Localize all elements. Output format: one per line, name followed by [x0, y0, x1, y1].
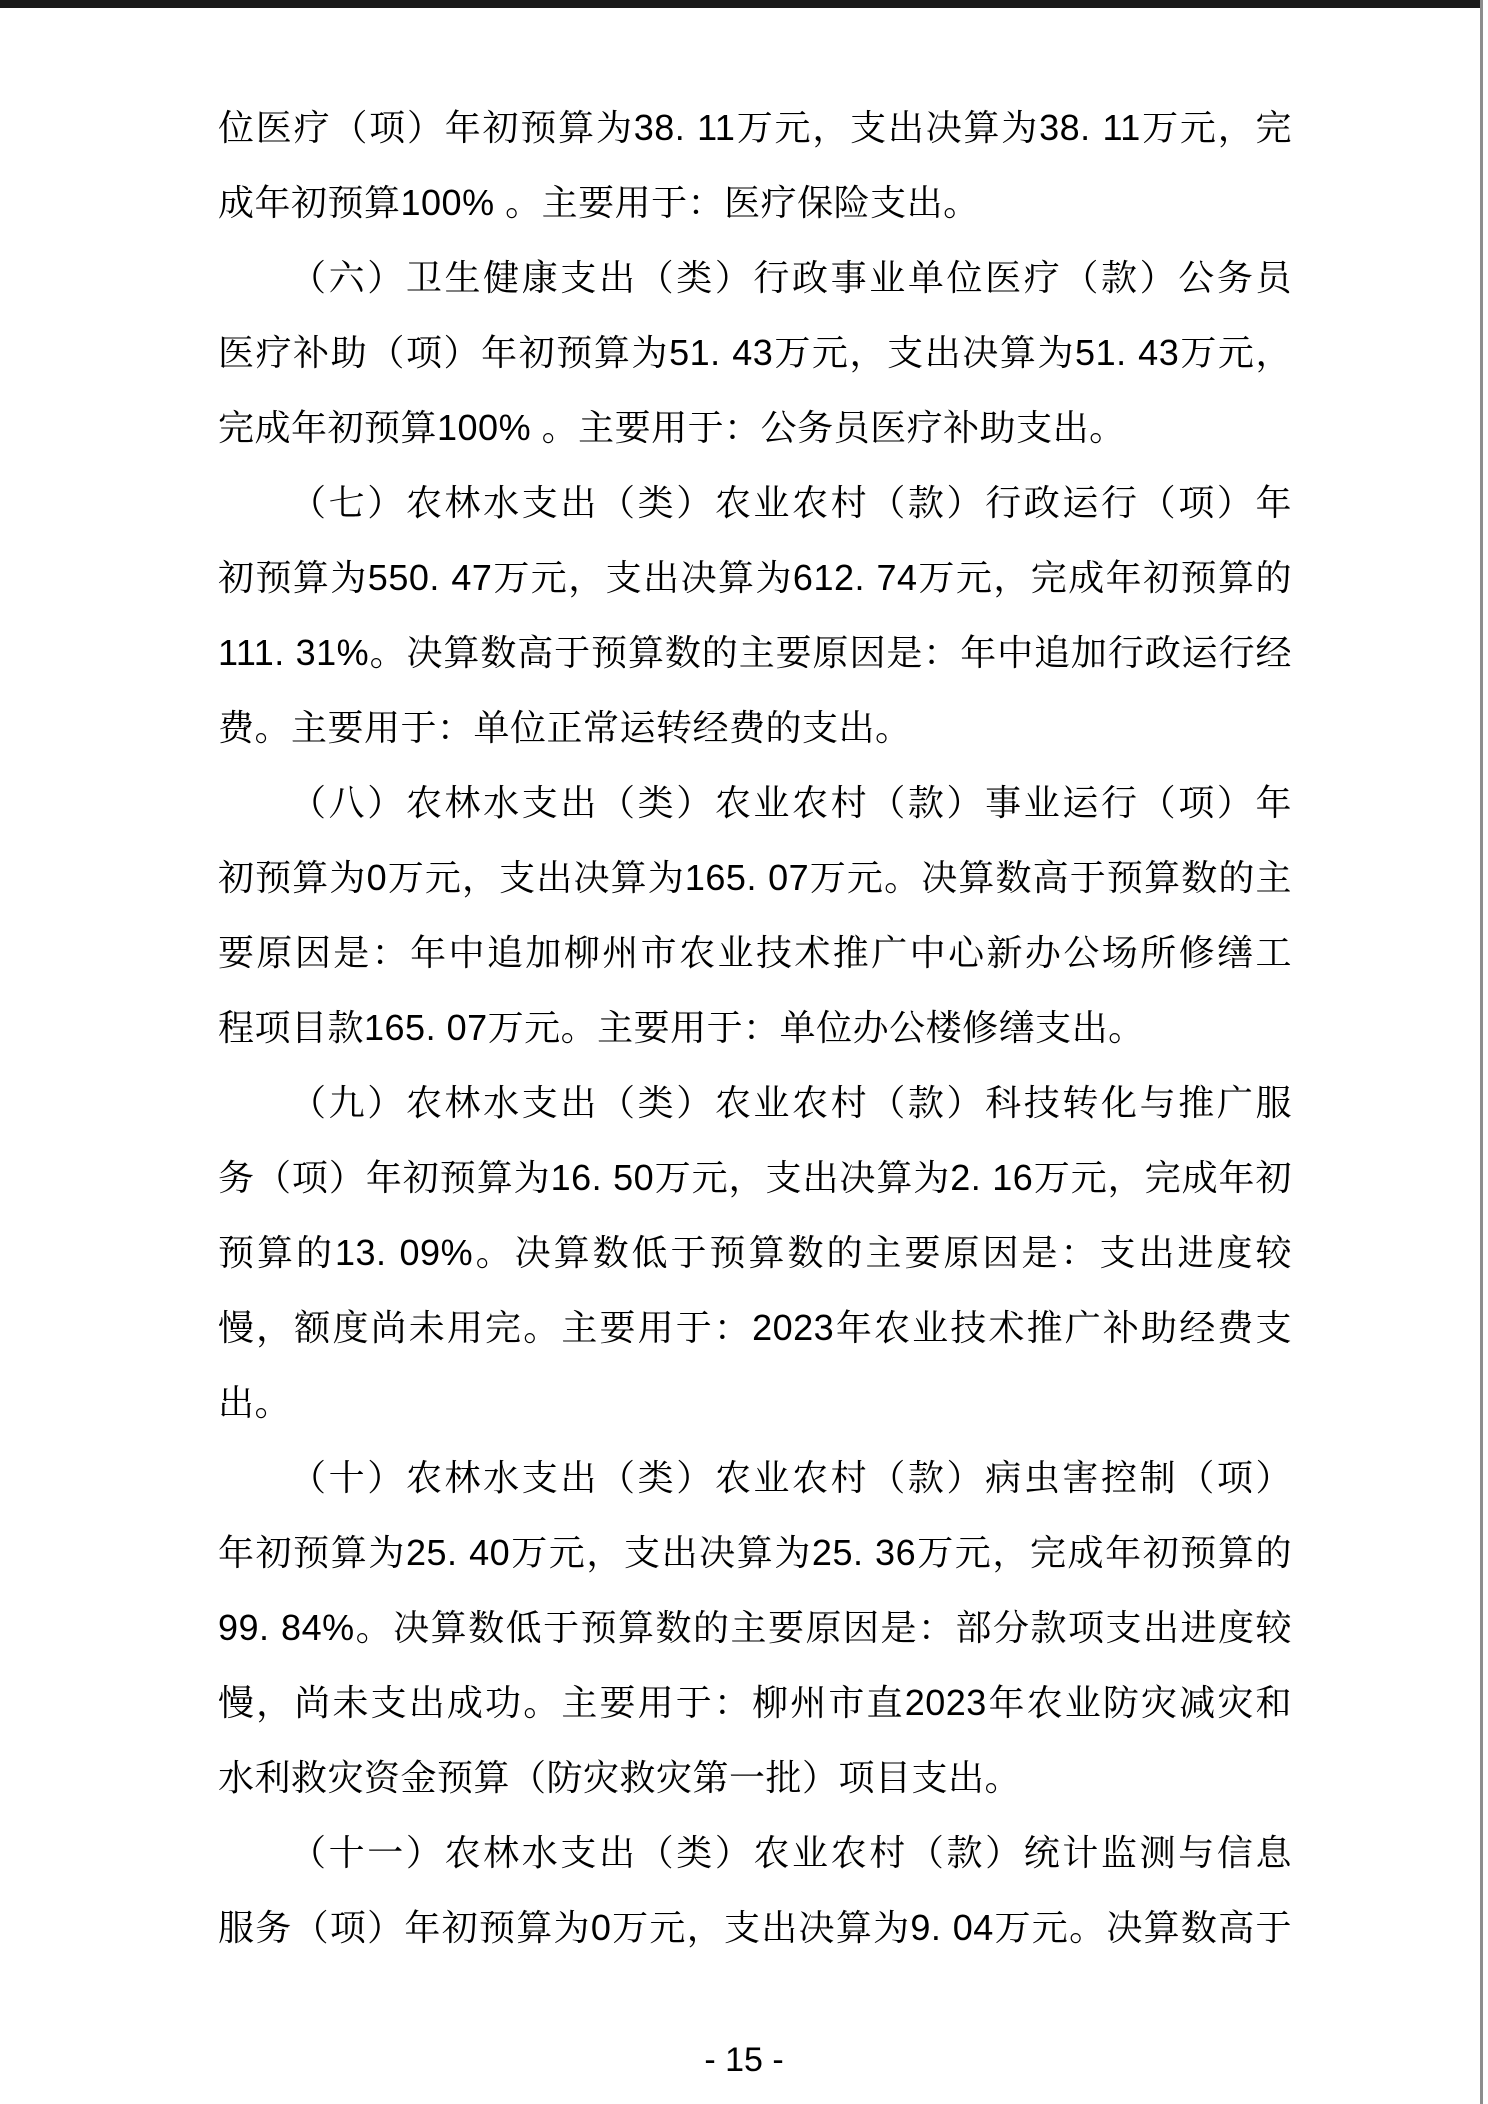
scan-artifact-right-edge-line: [1480, 0, 1483, 2104]
document-body: [218, 90, 1292, 1965]
page-number: - 15 -: [704, 2041, 784, 2079]
text-line: 费。主要用于：单位正常运转经费的支出。: [218, 707, 912, 748]
text-line: 要原因是：年中追加柳州市农业技术推广中心新办公场所修缮工: [218, 932, 1292, 973]
paragraph-item-7: [218, 465, 1292, 765]
text-line: 初预算为0万元，支出决算为165. 07万元。决算数高于预算数的主: [218, 857, 1292, 898]
text-line: 服务（项）年初预算为0万元，支出决算为9. 04万元。决算数高于: [218, 1907, 1292, 1948]
paragraph-continuation: [218, 90, 1292, 240]
text-line: 位医疗（项）年初预算为38. 11万元，支出决算为38. 11万元，完: [218, 107, 1292, 148]
paragraph-item-9: [218, 1065, 1292, 1440]
paragraph-item-8: [218, 765, 1292, 1065]
text-line: （十）农林水支出（类）农业农村（款）病虫害控制（项）: [290, 1457, 1292, 1498]
text-line: 完成年初预算100% 。主要用于：公务员医疗补助支出。: [218, 407, 1126, 448]
text-line: 医疗补助（项）年初预算为51. 43万元，支出决算为51. 43万元，: [218, 332, 1292, 373]
text-line: （九）农林水支出（类）农业农村（款）科技转化与推广服: [290, 1082, 1292, 1123]
scan-artifact-top-bar: [0, 0, 1482, 8]
text-line: 务（项）年初预算为16. 50万元，支出决算为2. 16万元，完成年初: [218, 1157, 1292, 1198]
text-line: 出。: [218, 1382, 292, 1423]
text-line: 慢，额度尚未用完。主要用于：2023年农业技术推广补助经费支: [218, 1307, 1292, 1348]
text-line: 水利救灾资金预算（防灾救灾第一批）项目支出。: [218, 1757, 1022, 1798]
text-line: （六）卫生健康支出（类）行政事业单位医疗（款）公务员: [290, 257, 1292, 298]
text-line: 程项目款165. 07万元。主要用于：单位办公楼修缮支出。: [218, 1007, 1145, 1048]
text-line: 初预算为550. 47万元，支出决算为612. 74万元，完成年初预算的: [218, 557, 1292, 598]
text-line: （十一）农林水支出（类）农业农村（款）统计监测与信息: [290, 1832, 1292, 1873]
paragraph-item-10: [218, 1440, 1292, 1815]
text-line: （七）农林水支出（类）农业农村（款）行政运行（项）年: [290, 482, 1292, 523]
text-line: 111. 31%。决算数高于预算数的主要原因是：年中追加行政运行经: [218, 632, 1292, 673]
text-line: （八）农林水支出（类）农业农村（款）事业运行（项）年: [290, 782, 1292, 823]
text-line: 年初预算为25. 40万元，支出决算为25. 36万元，完成年初预算的: [218, 1532, 1292, 1573]
paragraph-item-6: [218, 240, 1292, 465]
text-line: 成年初预算100% 。主要用于：医疗保险支出。: [218, 182, 980, 223]
text-line: 99. 84%。决算数低于预算数的主要原因是：部分款项支出进度较: [218, 1607, 1292, 1648]
text-line: 预算的13. 09%。决算数低于预算数的主要原因是：支出进度较: [218, 1232, 1292, 1273]
text-line: 慢，尚未支出成功。主要用于：柳州市直2023年农业防灾减灾和: [218, 1682, 1292, 1723]
paragraph-item-11: [218, 1815, 1292, 1965]
